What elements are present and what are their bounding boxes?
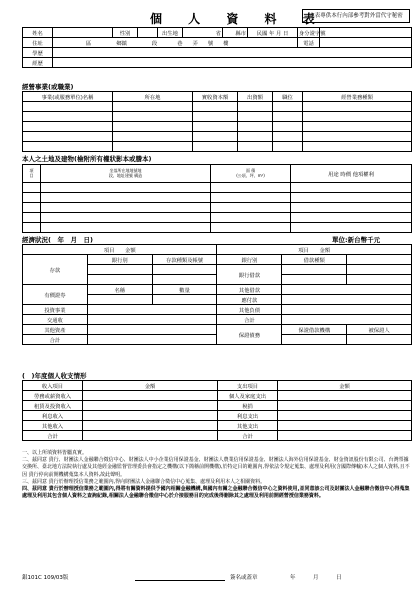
confidential-stamp: 本表專供本行內部參考對外當代守秘密 bbox=[302, 9, 410, 23]
career-field[interactable] bbox=[53, 58, 412, 68]
invest-label: 投資事業 bbox=[23, 305, 88, 315]
asset-total-label: 合計 bbox=[23, 335, 88, 345]
land-row[interactable] bbox=[23, 203, 412, 213]
land-table: 項 目 坐落所在地地號地 段、地址建號 構造 面 積 (公頃、坪、m²) 用途 時價 他項權利 bbox=[22, 164, 412, 233]
form-title: 個 人 資 料 表 bbox=[150, 12, 326, 26]
land-row[interactable] bbox=[23, 193, 412, 203]
business-col-contribution: 出資額 bbox=[238, 92, 273, 102]
business-heading: 經營事業(或職業) bbox=[22, 83, 74, 91]
signature-line[interactable] bbox=[135, 580, 225, 581]
business-col-unit: 事業(或服務單位)名稱 bbox=[23, 92, 113, 102]
land-row[interactable] bbox=[23, 183, 412, 193]
signature-label: 簽名或蓋章 bbox=[230, 575, 258, 581]
expense-item: 合計 bbox=[218, 431, 278, 441]
expense-amount-header: 金額 bbox=[278, 381, 412, 391]
land-heading: 本人之土地及建物(檢附所有權狀影本或謄本) bbox=[22, 155, 152, 163]
province-field[interactable]: 省 bbox=[183, 28, 223, 38]
deposit-bank: 銀行別 bbox=[87, 255, 152, 265]
business-row[interactable] bbox=[23, 142, 412, 152]
other-debt-label: 其他負債 bbox=[217, 305, 282, 315]
basic-info-table bbox=[22, 27, 412, 68]
business-row[interactable] bbox=[23, 112, 412, 122]
income-item: 合計 bbox=[23, 431, 83, 441]
income-item: 勞務或薪資收入 bbox=[23, 391, 83, 401]
finance-unit: 單位:新台幣千元 bbox=[332, 236, 381, 244]
address-label: 住址 bbox=[23, 38, 53, 48]
note-2: 二、茲同意 貴行、財團法人金融聯合徵信中心、財團法人中小企業信用保證基金、財團法人農業信用保證基金、財團法人海外信用保證基金、財金資訊股份有限公司、台灣票據交換所、臺北地方法院執行處及其他經金融監督管理委員會指定之機構(以下簡稱前開機構),於特定目的範圍內,得依法令規定蒐集、處理及利用(含國際傳輸)本人之個人資料,且不因 貴行停向前開機構蒐集本人資料,故此聲明。 bbox=[22, 457, 410, 478]
expense-header: 支出項目 bbox=[218, 381, 278, 391]
expense-item: 利息支出 bbox=[218, 411, 278, 421]
note-4: 四、茲同意 貴行於辦理授信業務之範圍內,得將有關資料提供予國內相關金融機構,與國內有關之金融聯合徵信中心之資料使用,並同意該公司及財團法人金融聯合徵信中心得蒐集處理及利用其包含個人資料之查詢紀錄,相關法人金融聯合徵信中心於介接服務目的完成後得刪除其之處理及利用前開經營授信業務資料。 bbox=[22, 486, 410, 500]
income-header: 收入項目 bbox=[23, 381, 83, 391]
loan-type: 借款種類 bbox=[282, 255, 347, 265]
income-heading: ( )年度個人收支情形 bbox=[22, 372, 87, 380]
note-3: 三、茲同意 貴行於辦理授信業務之範圍內,得向財團法人金融聯合徵信中心蒐集、處理及利用本人之相關資料。 bbox=[22, 478, 266, 485]
deposit-type: 存款種類及帳號 bbox=[152, 255, 217, 265]
other-asset-label: 其他資產 bbox=[23, 325, 88, 335]
phone-field[interactable] bbox=[320, 38, 412, 48]
finance-heading: 經濟狀況( 年 月 日) bbox=[22, 236, 93, 244]
education-field[interactable] bbox=[53, 48, 412, 58]
business-table bbox=[22, 91, 412, 152]
land-row[interactable] bbox=[23, 223, 412, 233]
income-table bbox=[22, 380, 412, 441]
payable-label: 應付款 bbox=[217, 295, 282, 305]
bank-loan-label: 銀行借款 bbox=[217, 265, 282, 285]
income-item: 其他收入 bbox=[23, 421, 83, 431]
phone-label: 電話 bbox=[298, 38, 320, 48]
business-col-position: 職位 bbox=[273, 92, 303, 102]
gender-label: 性別 bbox=[113, 28, 138, 38]
stock-qty: 數量 bbox=[152, 285, 217, 295]
id-field[interactable] bbox=[320, 28, 412, 38]
expense-item: 個人及家庭支出 bbox=[218, 391, 278, 401]
finance-item-header-right: 項目 金額 bbox=[217, 245, 412, 255]
expense-item: 其他支出 bbox=[218, 421, 278, 431]
income-item: 利息收入 bbox=[23, 411, 83, 421]
county-field[interactable]: 縣市 bbox=[223, 28, 248, 38]
guarantee-person: 被保證人 bbox=[347, 325, 412, 335]
name-field[interactable] bbox=[53, 28, 113, 38]
gender-field[interactable] bbox=[138, 28, 158, 38]
debt-total-label: 合計 bbox=[217, 315, 282, 325]
career-label: 經歷 bbox=[23, 58, 53, 68]
guarantee-bank: 保證借款機構 bbox=[282, 325, 347, 335]
deposit-label: 存款 bbox=[23, 255, 88, 285]
stocks-label: 有價證券 bbox=[23, 285, 88, 305]
business-row[interactable] bbox=[23, 102, 412, 112]
vehicle-label: 交通收 bbox=[23, 315, 88, 325]
business-col-type: 經營業務種類 bbox=[303, 92, 412, 102]
address-field[interactable]: 區 鄉鎮 段 巷 弄 號 樓 bbox=[53, 38, 298, 48]
note-1: 一、以上所填資料皆屬真實。 bbox=[22, 450, 88, 456]
business-row[interactable] bbox=[23, 132, 412, 142]
business-col-capital: 實收資本額 bbox=[193, 92, 238, 102]
declaration-notes bbox=[22, 450, 412, 500]
income-item: 租賃及投資收入 bbox=[23, 401, 83, 411]
stock-name: 名稱 bbox=[87, 285, 152, 295]
sign-date: 年 月 日 bbox=[290, 575, 348, 581]
name-label: 姓名 bbox=[23, 28, 53, 38]
business-col-location: 所在地 bbox=[113, 92, 193, 102]
form-code: 銀101C 109/03版 bbox=[22, 575, 69, 581]
finance-item-header: 項目 金額 bbox=[23, 245, 217, 255]
birth-date-field[interactable]: 民國 年 月 日 bbox=[248, 28, 298, 38]
birthplace-label: 出生地 bbox=[158, 28, 183, 38]
id-label: 身分證字號 bbox=[298, 28, 320, 38]
loan-bank: 銀行別 bbox=[217, 255, 282, 265]
finance-table bbox=[22, 244, 412, 345]
guarantee-label: 保證債務 bbox=[217, 325, 282, 345]
other-loan-label: 其他借款 bbox=[217, 285, 282, 295]
land-row[interactable] bbox=[23, 213, 412, 223]
business-row[interactable] bbox=[23, 122, 412, 132]
income-amount-header: 金額 bbox=[83, 381, 218, 391]
education-label: 學歷 bbox=[23, 48, 53, 58]
expense-item: 稅捐 bbox=[218, 401, 278, 411]
